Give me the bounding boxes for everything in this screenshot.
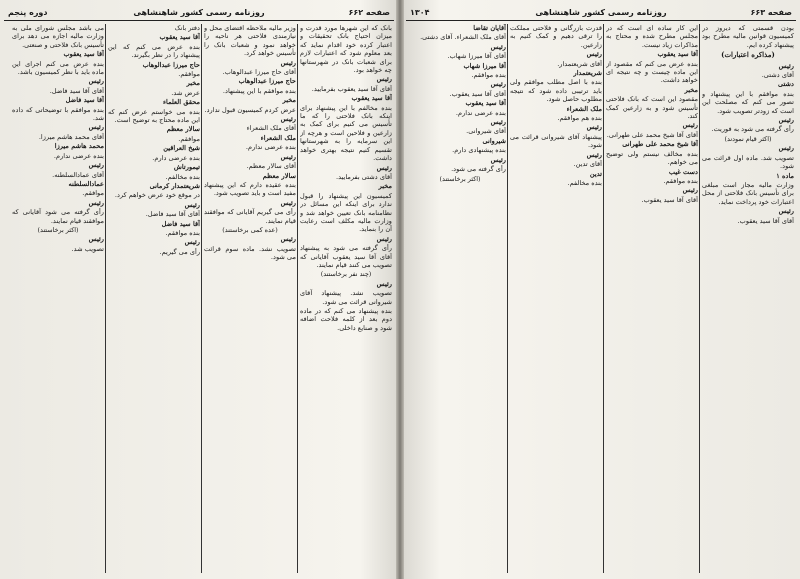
vote-note: (اکثر برخاستند) — [37, 225, 79, 234]
speaker-name: رئیس — [88, 77, 104, 86]
paragraph: این کار ساده ای است که در مجلس مطرح شده و محتاج به مذاکرات زیاد نیست. — [606, 24, 698, 49]
speaker-name: رئیس — [184, 200, 200, 209]
paragraph: می باشد مجلس شورای ملی به وزارت مالیه اجازه می دهد برای تأسیس بانک فلاحتی و صنعتی. — [12, 24, 104, 49]
speaker-name: حاج میرزا عبدالوهاب — [238, 77, 296, 86]
paragraph: تصویب شد. ماده اول قرائت می شود. — [702, 153, 794, 171]
paragraph: آقای آقا سید یعقوب. — [737, 216, 794, 225]
speaker-name: آقا سید یعقوب — [351, 94, 392, 103]
speaker-name: آقا سید یعقوب — [63, 50, 104, 59]
paragraph: آقای آقا سید فاضل. — [145, 210, 200, 219]
column-rule — [507, 24, 508, 573]
paragraph: رأی گرفته می شود. — [451, 165, 506, 174]
paragraph: بنده مخالفم با این پیشنهاد برای اینکه بانک فلاحتی را که ما تأسیس می کنیم برای کمک به زارعین و فلاحین است و هرچه از این سرمایه را به شهرستانها تقسیم کنیم نتیجه بهتری خواهد داشت. — [300, 103, 392, 163]
speaker-name: رئیس — [586, 150, 602, 159]
left-running-title: روزنامه رسمی کشور شاهنشاهی — [133, 8, 265, 17]
column-rule — [603, 24, 604, 573]
paragraph: بنده عرضی دارم. — [152, 153, 200, 162]
paragraph: مقصود این است که بانک فلاحتی تأسیس شود و به زارعین کمک کند. — [606, 95, 698, 121]
speaker-name: رئیس — [88, 235, 104, 244]
paragraph: بنده عرض می کنم که این پیشنهاد را در نظر بگیرند. — [108, 42, 200, 60]
paragraph: بنده عرضی ندارم. — [455, 108, 506, 117]
section-heading: (مذاکره اعتبارات) — [721, 50, 775, 60]
paragraph: بودن قسمتی که دیروز در کمیسیون قوانین مالیه مطرح بود پیشنهاد کرده ایم. — [702, 24, 794, 49]
paragraph: آقای دشتی بفرمایید. — [335, 172, 392, 181]
speaker-name: آقا میرزا شهاب — [463, 61, 506, 70]
speaker-name: عمادالسلطنه — [68, 179, 104, 188]
vote-note: (چند نفر برخاستند) — [320, 270, 372, 279]
paragraph: وزارت مالیه مجاز است مبلغی برای تأسیس بانک فلاحتی از محل اعتبارات خود پرداخت نماید. — [702, 180, 794, 206]
right-column-4 — [414, 24, 506, 573]
paragraph: آقای تدین. — [573, 160, 602, 169]
paragraph: رأی گرفته می شود به فوریت. — [711, 125, 794, 134]
paragraph: موافقم. — [178, 134, 200, 143]
paragraph: عرض شد. — [171, 88, 200, 97]
speaker-name: رئیس — [490, 80, 506, 89]
speaker-name: سالار معظم — [166, 125, 200, 134]
speaker-name: رئیس — [88, 123, 104, 132]
speaker-name: مخبر — [186, 79, 200, 88]
speaker-name: دشتی — [778, 80, 794, 89]
speaker-name: تدین — [589, 169, 602, 178]
speaker-name: رئیس — [376, 163, 392, 172]
right-columns — [406, 24, 796, 573]
paragraph: بنده عرض می کنم که مقصود از این ماده چیست و چه نتیجه ای خواهد داشت. — [606, 59, 698, 85]
left-column-1 — [300, 24, 392, 573]
paragraph: آقای آقا میرزا شهاب. — [447, 52, 506, 61]
speaker-name: شیخ العراقین — [163, 144, 200, 153]
left-column-4 — [12, 24, 104, 573]
paragraph: رأی گرفته می شود به پیشنهاد آقای آقا سید یعقوب آقایانی که تصویب می کنند قیام نمایند. — [300, 244, 392, 269]
column-rule — [201, 24, 202, 573]
column-rule — [297, 24, 298, 573]
paragraph: آقای ملک الشعراء — [246, 124, 296, 133]
speaker-name: رئیس — [280, 115, 296, 124]
binding-spine — [396, 0, 404, 579]
speaker-name: ملک الشعراء — [566, 104, 602, 113]
speaker-name: رئیس — [778, 207, 794, 216]
column-rule — [699, 24, 700, 573]
left-page — [4, 6, 394, 573]
speaker-name: رئیس — [376, 279, 392, 288]
paragraph: آقای حاج میرزا عبدالوهاب. — [222, 68, 296, 77]
paragraph: بنده مخالف نیستم ولی توضیح می خواهم. — [606, 149, 698, 167]
right-column-2 — [606, 24, 698, 573]
vote-note: (اکثر قیام نمودند) — [724, 134, 772, 143]
left-page-number: صفحه ۶۶۲ — [348, 8, 390, 17]
paragraph: آقای شیروانی. — [466, 127, 506, 136]
paragraph: آقای آقا سید یعقوب. — [641, 195, 698, 204]
left-columns — [4, 24, 394, 573]
speaker-name: تیمورتاش — [173, 163, 200, 172]
speaker-name: رئیس — [778, 116, 794, 125]
right-page-date: ۱۳۰۴ — [410, 8, 430, 17]
speaker-name: رئیس — [376, 75, 392, 84]
speaker-name: رئیس — [184, 238, 200, 247]
vote-note: (اکثر برخاستند) — [439, 174, 481, 183]
paragraph: بنده عرضی ندارم. — [53, 151, 104, 160]
paragraph: تصویب شد. — [71, 244, 104, 253]
paragraph: وزیر مالیه ملاحظه اقتضای محل و نیازمندی فلاحتی هر ناحیه را خواهد نمود و شعبات بانک را تأسیس خواهد کرد. — [204, 24, 296, 58]
speaker-name: شریعتمدار کرمانی — [149, 181, 200, 190]
right-page — [406, 6, 796, 573]
speaker-name: آقا سید فاضل — [65, 96, 104, 105]
paragraph: بنده موافقم. — [471, 71, 506, 80]
paragraph: موافقم. — [82, 189, 104, 198]
paragraph: قدرت بازرگانی و فلاحتی مملکت را ترقی دهیم و کمک کنیم به زارعین. — [510, 24, 602, 49]
speaker-name: آقا سید فاضل — [161, 219, 200, 228]
speaker-name: شیروانی — [482, 136, 506, 145]
speaker-name: حاج میرزا عبدالوهاب — [142, 60, 200, 69]
left-page-header — [4, 6, 394, 21]
paragraph: آقای شریعتمدار. — [557, 59, 602, 68]
paragraph: بنده با اصل مطلب موافقم ولی باید ترتیبی داده شود که نتیجه مطلوب حاصل شود. — [510, 78, 602, 104]
paragraph: آقای آقا سید یعقوب بفرمایید. — [311, 84, 392, 93]
paragraph: عرض کردم کمیسیون قبول ندارد. — [204, 105, 296, 114]
paragraph: کمیسیون این پیشنهاد را قبول ندارد برای اینکه این مسائل در نظامنامه بانک تعیین خواهد شد و وزارت مالیه مکلف است رعایت آن را بنماید. — [300, 191, 392, 234]
paragraph: بنده پیشنهاد می کنم که در ماده دوم بعد از کلمه فلاحت اضافه شود و صنایع داخلی. — [300, 307, 392, 332]
speaker-name: مخبر — [684, 85, 698, 94]
paragraph: بانک که این شهرها مورد قدرت و میزان احتیاج بانک تحقیقات و اعتبار کرده خود اقدام نماید که بعد معلوم شود که اعتبارات لازم برای شعبات بانک در شهرستانها چه خواهد بود. — [300, 24, 392, 75]
paragraph: بنده عقیده دارم که این پیشنهاد مفید است و باید تصویب شود. — [204, 180, 296, 198]
speaker-name: سالار معظم — [262, 171, 296, 180]
speaker-name: رئیس — [376, 234, 392, 243]
paragraph: موافقم. — [178, 70, 200, 79]
right-column-3 — [510, 24, 602, 573]
speaker-name: آقایان تقاضا — [473, 24, 506, 32]
speaker-name: رئیس — [490, 118, 506, 127]
left-column-2 — [204, 24, 296, 573]
right-running-title: روزنامه رسمی کشور شاهنشاهی — [535, 8, 667, 17]
speaker-name: رئیس — [88, 198, 104, 207]
paragraph: پیشنهاد آقای شیروانی قرائت می شود. — [510, 132, 602, 150]
paragraph: بنده مخالفم. — [567, 178, 602, 187]
speaker-name: ملک الشعراء — [260, 133, 296, 142]
speaker-name: رئیس — [778, 144, 794, 153]
speaker-name: رئیس — [280, 152, 296, 161]
column-rule — [105, 24, 106, 573]
paragraph: بنده هم موافقم. — [557, 114, 602, 123]
paragraph: بنده موافقم با این پیشنهاد. — [222, 86, 296, 95]
vote-note: (عده کمی برخاستند) — [222, 225, 278, 234]
speaker-name: مخبر — [378, 182, 392, 191]
speaker-name: دست غیب — [668, 167, 698, 176]
paragraph: آقای عمادالسلطنه. — [52, 170, 104, 179]
paragraph: بنده پیشنهادی دارم. — [452, 146, 506, 155]
speaker-name: آقا سید یعقوب — [159, 33, 200, 42]
speaker-name: رئیس — [490, 42, 506, 51]
paragraph: تصویب نشد. ماده سوم قرائت می شود. — [204, 244, 296, 262]
speaker-name: آقا سید یعقوب — [657, 50, 698, 59]
paragraph: بنده موافقم با توضیحاتی که داده شد. — [12, 105, 104, 123]
speaker-name: رئیس — [280, 198, 296, 207]
speaker-name: ماده ۱ — [776, 171, 794, 180]
paragraph: رأی گرفته می شود آقایانی که موافقند قیام نمایند. — [12, 208, 104, 225]
speaker-name: آقا سید یعقوب — [465, 99, 506, 108]
paragraph: بنده موافقم. — [165, 228, 200, 237]
paragraph: آقای آقا سید یعقوب. — [449, 89, 506, 98]
speaker-name: رئیس — [778, 61, 794, 70]
paragraph: آقای آقا سید فاضل. — [49, 86, 104, 95]
paragraph: بنده موافقم با این پیشنهاد و تصور می کنم که مصلحت این است که زودتر تصویب شود. — [702, 89, 794, 115]
speaker-name: مخبر — [282, 96, 296, 105]
paragraph: بنده مخالفم. — [165, 172, 200, 181]
paragraph: بنده می خواستم عرض کنم که این ماده محتاج به توضیح است. — [108, 107, 200, 125]
speaker-name: شریعتمدار — [573, 69, 602, 78]
speaker-name: محقق العلماء — [162, 98, 200, 107]
paragraph: رأی می گیریم. — [159, 247, 200, 256]
speaker-name: رئیس — [682, 121, 698, 130]
left-column-3 — [108, 24, 200, 573]
paragraph: آقای سالار معظم. — [246, 162, 296, 171]
right-page-header — [406, 6, 796, 21]
paragraph: بنده عرضی ندارم. — [245, 143, 296, 152]
paragraph: آقای دشتی. — [761, 71, 794, 80]
paragraph: بنده موافقم. — [663, 176, 698, 185]
right-column-1 — [702, 24, 794, 573]
speaker-name: رئیس — [682, 186, 698, 195]
speaker-name: رئیس — [490, 155, 506, 164]
paragraph: آقای محمد هاشم میرزا. — [38, 132, 104, 141]
paragraph: رأی می گیریم آقایانی که موافقند قیام نمایند. — [204, 208, 296, 225]
right-page-number: صفحه ۶۶۳ — [750, 8, 792, 17]
paragraph: در موقع خود عرض خواهم کرد. — [114, 191, 200, 200]
speaker-name: رئیس — [586, 123, 602, 132]
left-page-date: دوره پنجم — [8, 8, 48, 17]
paragraph: آقای آقا شیخ محمد علی طهرانی. — [606, 130, 698, 139]
speaker-name: رئیس — [88, 161, 104, 170]
speaker-name: رئیس — [280, 58, 296, 67]
speaker-name: محمد هاشم میرزا — [54, 142, 104, 151]
speaker-name: رئیس — [586, 50, 602, 59]
speaker-name: آقا شیخ محمد علی طهرانی — [622, 140, 698, 149]
paragraph: دفتر بانک — [174, 24, 200, 32]
speaker-name: رئیس — [280, 235, 296, 244]
paragraph: بنده عرض می کنم اجرای این ماده باید با نظر کمیسیون باشد. — [12, 59, 104, 77]
paragraph: تصویب نشد. پیشنهاد آقای شیروانی قرائت می شود. — [300, 289, 392, 306]
paragraph: آقای ملک الشعراء. آقای دشتی. — [420, 33, 506, 42]
